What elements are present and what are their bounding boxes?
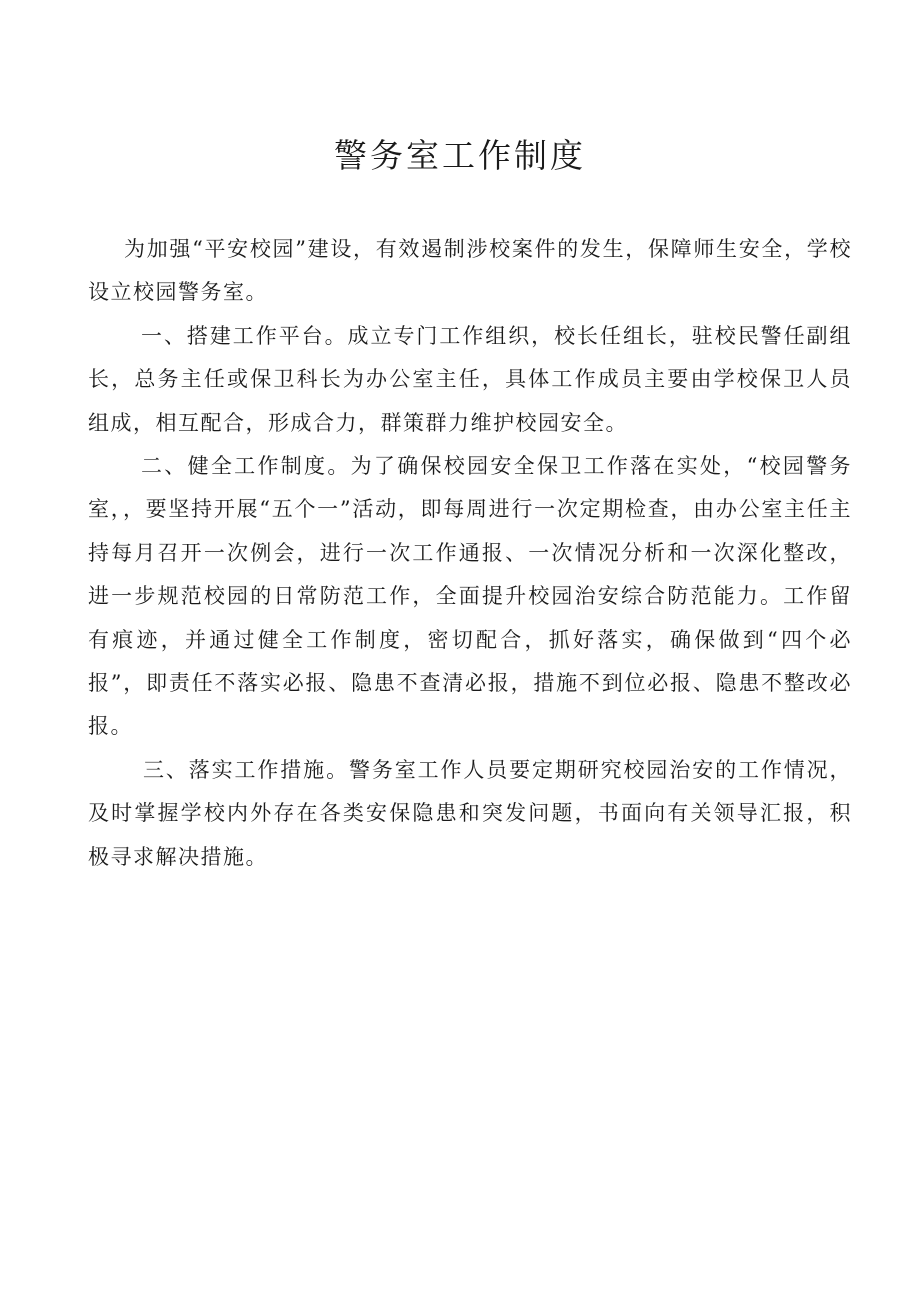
paragraph-section-1: 一、搭建工作平台。成立专门工作组织，校长任组长，驻校民警任副组长，总务主任或保卫科长为办公室主任，具体工作成员主要由学校保卫人员组成，相互配合，形成合力，群策群力维护校园安全。: [88, 323, 852, 435]
document-title: 警务室工作制度: [334, 136, 586, 175]
document-body: [88, 228, 852, 879]
paragraph-section-3: 三、落实工作措施。警务室工作人员要定期研究校园治安的工作情况，及时掌握学校内外存在各类安保隐患和突发问题，书面向有关领导汇报，积极寻求解决措施。: [88, 757, 852, 869]
paragraph-intro: 为加强“平安校园”建设，有效遏制涉校案件的发生，保障师生安全，学校设立校园警务室。: [88, 237, 852, 305]
paragraph-section-2: 二、健全工作制度。为了确保校园安全保卫工作落在实处，“校园警务室，，要坚持开展“五个一”活动，即每周进行一次定期检查，由办公室主任主持每月召开一次例会，进行一次工作通报、一次情况分析和一次深化整改，进一步规范校园的日常防范工作，全面提升校园治安综合防范能力。工作留有痕迹，并通过健全工作制度，密切配合，抓好落实，确保做到“四个必报”，即责任不落实必报、隐患不查清必报，措施不到位必报、隐患不整改必报。: [88, 454, 852, 739]
